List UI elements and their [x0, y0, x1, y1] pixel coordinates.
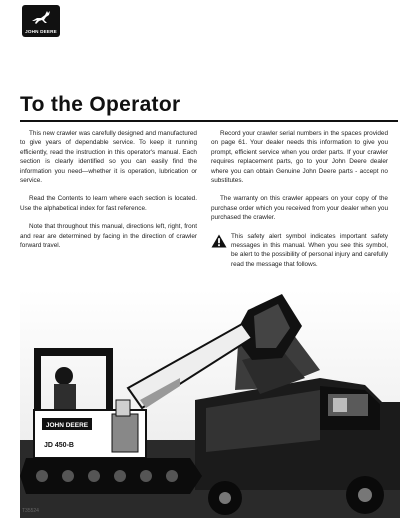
right-column — [211, 129, 388, 278]
safety-alert-triangle-icon — [211, 234, 227, 248]
paragraph-contents: Read the Contents to learn where each section is located. Use the alphabetical index for fast reference. — [20, 195, 197, 212]
paragraph-directions: Note that throughout this manual, directions left, right, front and rear are determined by facing in the direction of crawler forward travel. — [20, 223, 197, 250]
title-rule — [20, 120, 398, 122]
left-column — [20, 129, 197, 259]
paragraph-warranty: The warranty on this crawler appears on your copy of the purchase order which you received from your dealer when you purchased the crawler. — [211, 195, 388, 222]
crawler-loader-photo — [20, 290, 400, 518]
paragraph-serial-numbers: Record your crawler serial numbers in the spaces provided on page 61. Your dealer needs this information to give you prompt, efficient service when you order parts. If your crawler requires replacement parts, go to your John Deere dealer where you can obtain Genuine John Deere parts - accept no substitutes. — [211, 130, 388, 185]
model-label: JD 450-B — [44, 442, 74, 449]
photo-code: T35524 — [22, 508, 39, 514]
page-title: To the Operator — [20, 93, 181, 116]
paragraph-intro: This new crawler was carefully designed and manufactured to give years of dependable service. To keep it running efficiently, read the instruction in this operator's manual. Each section is clearly identified so you can easily find the information you need—whether it is operation, lubrication or service. — [20, 130, 197, 185]
machine-label: JOHN DEERE — [45, 422, 89, 429]
john-deere-logo — [22, 5, 60, 37]
logo-wordmark: JOHN DEERE — [25, 29, 57, 34]
paragraph-safety-alert: This safety alert symbol indicates important safety messages in this manual. When you see this symbol, be alert to the possibility of personal injury and carefully read the message that follows. — [231, 232, 389, 268]
leaping-deer-icon — [30, 9, 52, 25]
safety-alert-note — [211, 232, 388, 279]
